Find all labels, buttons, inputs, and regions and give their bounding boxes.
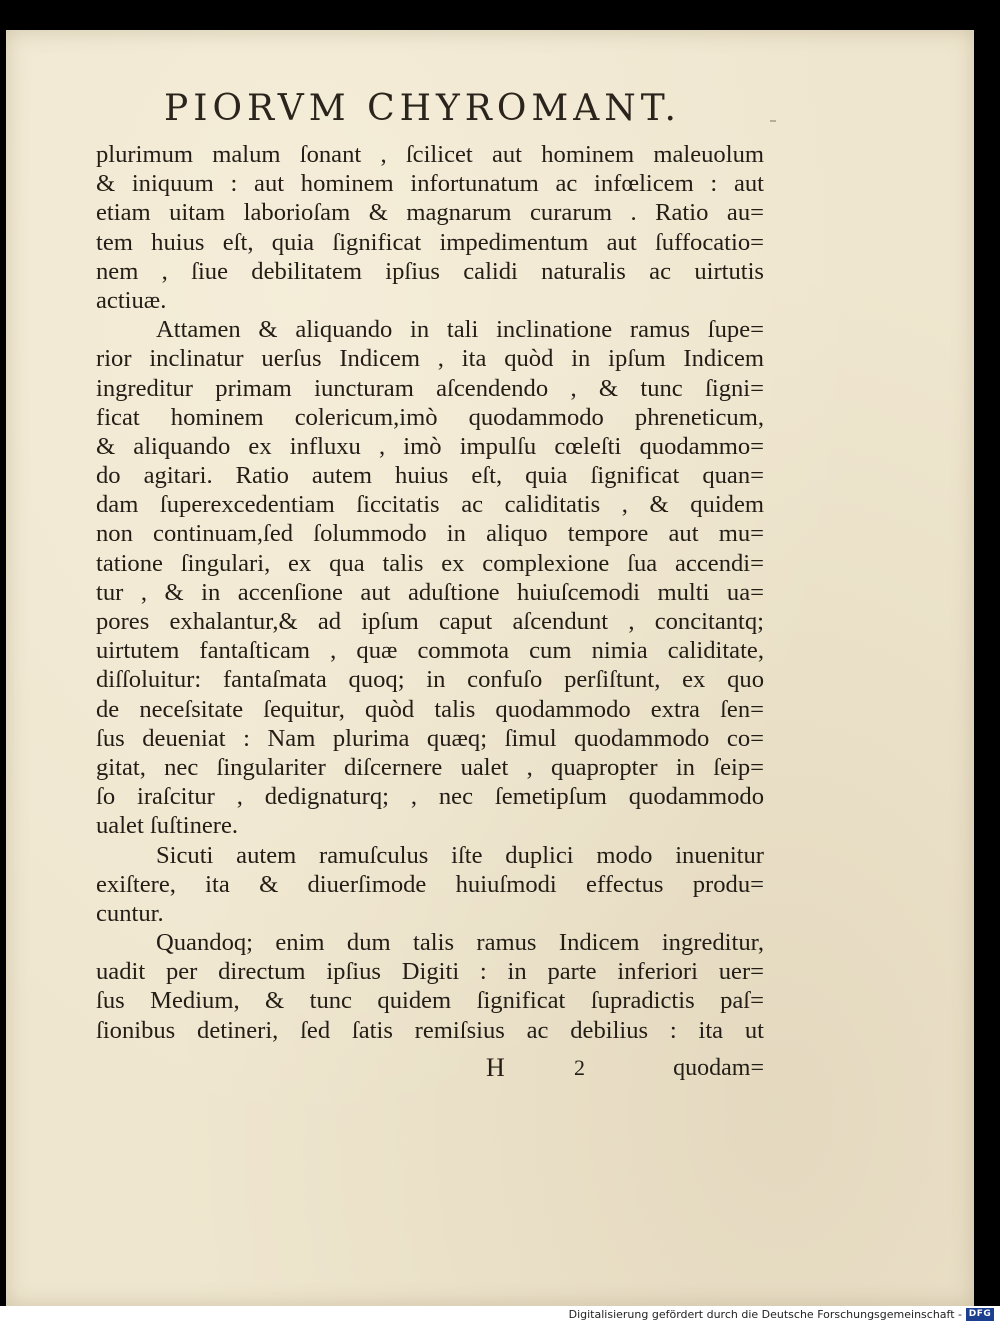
text-line: nem , ſiue debilitatem ipſius calidi naturalis ac uirtutis: [96, 257, 764, 285]
paragraph-start-line: Attamen & aliquando in tali inclinatione ramus ſupe=: [156, 316, 764, 344]
text-line: non continuam,ſed ſolummodo in aliquo tempore aut mu=: [96, 520, 764, 548]
text-line: ualet ſuſtinere.: [96, 812, 239, 840]
text-line: dam ſuperexcedentiam ſiccitatis ac caliditatis , & quidem: [96, 491, 764, 519]
digitization-credit: Digitalisierung gefördert durch die Deutsche Forschungsgemeinschaft -: [568, 1308, 962, 1321]
text-line: ingreditur primam iuncturam aſcendendo , & tunc ſigni=: [96, 374, 764, 402]
text-line: plurimum malum ſonant , ſcilicet aut hominem maleuolum: [96, 141, 764, 168]
text-line: uirtutem fantaſticam , quæ commota cum nimia caliditate,: [96, 637, 764, 665]
paragraph-start-line: Sicuti autem ramuſculus iſte duplici modo inuenitur: [156, 841, 764, 869]
text-line: tem huius eſt, quia ſignificat impedimentum aut ſuffocatio=: [96, 228, 764, 256]
text-line: uadit per directum ipſius Digiti : in parte inferiori uer=: [96, 958, 764, 986]
text-line: etiam uitam laborioſam & magnarum curarum . Ratio au=: [96, 199, 764, 227]
page-blemish: [770, 120, 776, 122]
text-line: de neceſsitate ſequitur, quòd talis quodammodo extra ſen=: [96, 695, 764, 723]
text-line: tatione ſingulari, ex qua talis ex complexione ſua accendi=: [96, 549, 764, 577]
paragraph-start-line: Quandoq; enim dum talis ramus Indicem ingreditur,: [156, 929, 764, 957]
text-line: ſus deueniat : Nam plurima quæq; ſimul quodammodo co=: [96, 724, 764, 752]
text-line: exiſtere, ita & diuerſimode huiuſmodi effectus produ=: [96, 870, 764, 898]
text-line: & aliquando ex influxu , imò impulſu cœleſti quodammo=: [96, 432, 764, 460]
text-line: actiuæ.: [96, 286, 167, 314]
dfg-logo-icon: DFG: [966, 1308, 994, 1321]
page-footer: [96, 1053, 764, 1085]
text-line: ſionibus detineri, ſed ſatis remiſsius ac debilius : ita ut: [96, 1016, 764, 1044]
text-line: diſſoluitur: fantaſmata quoq; in confuſo perſiſtunt, ex quo: [96, 666, 764, 694]
text-line: ficat hominem colericum,imò quodammodo phreneticum,: [96, 403, 764, 431]
text-line: ſus Medium, & tunc quidem ſignificat ſupradictis paſ=: [96, 987, 764, 1015]
text-line: pores exhalantur,& ad ipſum caput aſcendunt , concitantq;: [96, 608, 764, 635]
text-line: ſo iraſcitur , dedignaturq; , nec ſemetipſum quodammodo: [96, 783, 764, 811]
credit-bar: [0, 1306, 1000, 1325]
text-line: cuntur.: [96, 899, 164, 927]
page-body-text: [96, 140, 764, 1045]
text-line: & iniquum : aut hominem infortunatum ac infœlicem : aut: [96, 170, 764, 198]
text-line: tur , & in accenſione aut aduſtione huiuſcemodi multi ua=: [96, 578, 764, 606]
text-line: do agitari. Ratio autem huius eſt, quia ſignificat quan=: [96, 462, 764, 490]
signature-number: 2: [574, 1055, 585, 1080]
running-title: PIORVM CHYROMANT.: [164, 88, 681, 129]
text-line: rior inclinatur uerſus Indicem , ita quòd in ipſum Indicem: [96, 345, 764, 373]
signature-mark: H: [486, 1053, 505, 1082]
catchword: quodam=: [673, 1055, 764, 1081]
text-line: gitat, nec ſingulariter diſcernere ualet , quapropter in ſeip=: [96, 753, 764, 781]
